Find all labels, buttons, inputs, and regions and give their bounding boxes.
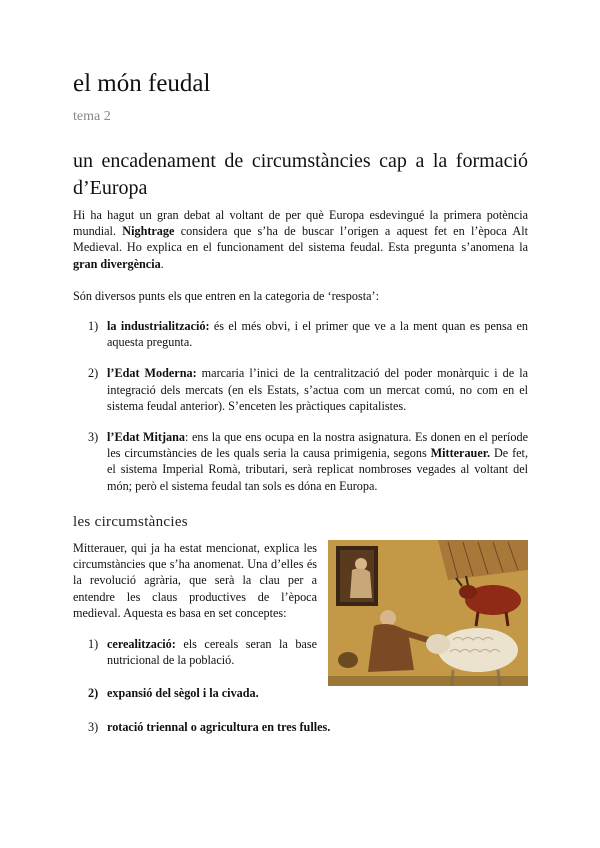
- intro-paragraph: [73, 207, 528, 272]
- list-item: [73, 719, 527, 735]
- page-title: el món feudal: [73, 70, 211, 97]
- list-item-bold: la industrialització:: [107, 319, 210, 333]
- list-item-bold: l’Edat Mitjana: [107, 430, 186, 445]
- concepts-list: [73, 636, 331, 752]
- vessel: [338, 652, 358, 668]
- subsection-heading: les circumstàncies: [73, 514, 188, 530]
- list-item-bold: cerealització:: [107, 637, 176, 651]
- list-number: 3): [88, 430, 99, 445]
- list-item: [73, 365, 528, 414]
- list-item-bold: rotació triennal o agricultura en tres fulles.: [107, 719, 331, 734]
- list-item-text: és el més obvi, i el primer que ve a la ment quan es pensa en aquesta pregunta.: [107, 319, 528, 350]
- medieval-illustration-svg: [328, 540, 528, 686]
- shepherd-head: [380, 610, 396, 626]
- medieval-illustration: [328, 540, 528, 686]
- intro-bold-nightrage: Nightrage: [122, 224, 175, 239]
- list-item: [73, 636, 317, 668]
- intro-text-2: considera que s’ha de buscar l’origen a aquest fet en l’època Alt Medieval. Ho explica en el funcionament del sistema feudal. Esta pregunta s’anomena la: [73, 224, 528, 255]
- seated-figure-head: [355, 558, 367, 570]
- list-item-bold: expansió del sègol i la civada.: [107, 686, 259, 701]
- list-number: 2): [88, 686, 99, 701]
- list-item-bold-mitterauer: Mitterauer.: [430, 446, 491, 461]
- intro-text-3: .: [160, 256, 164, 271]
- list-intro: Són diversos punts els que entren en la categoria de ‘resposta’:: [73, 289, 379, 303]
- list-item-text: els cereals seran la base nutricional de la població.: [107, 637, 317, 668]
- seated-figure-body: [350, 568, 372, 598]
- list-item-bold: l’Edat Moderna:: [107, 366, 197, 381]
- list-item-text: : ens la que ens ocupa en la nostra asignatura. Es donen en el període les circumstàncies de les quals seria la causa primigenia, segons: [107, 430, 528, 461]
- list-item: [73, 685, 527, 701]
- page-subtitle: tema 2: [73, 109, 111, 124]
- list-number: 1): [88, 319, 99, 333]
- answers-list: [73, 318, 528, 509]
- list-item: [73, 318, 528, 350]
- section-heading: un encadenament de circumstàncies cap a la formació d’Europa: [73, 150, 528, 199]
- intro-text-1: Hi ha hagut un gran debat al voltant de per què Europa esdevingué la primera potència mundial.: [73, 208, 528, 239]
- intro-bold-gran-divergencia: gran divergència: [73, 256, 161, 271]
- list-number: 1): [88, 637, 99, 651]
- list-item: [73, 429, 528, 494]
- list-number: 3): [88, 719, 99, 734]
- list-item-text: marcaria l’inici de la centralització del poder monàrquic i de la integració dels mercats (en els Estats, s’actua com un mercat comú, no com en el sistema feudal anterior). S’enceten les pràctiques capitalistes.: [107, 366, 528, 413]
- list-item-text: De fet, el sistema Imperial Romà, tributari, serà replicat nombroses vegades al voltant del món; però el sistema feudal tan sols es dóna en Europa.: [107, 446, 528, 493]
- list-number: 2): [88, 366, 99, 381]
- circumstances-paragraph: Mitterauer, qui ja ha estat mencionat, explica les circumstàncies que s’ha anomenat. Una d’elles és la revolució agrària, que serà la clau per a entendre les claus productives de l’època medieval. Aquesta es basa en set conceptes:: [73, 541, 317, 620]
